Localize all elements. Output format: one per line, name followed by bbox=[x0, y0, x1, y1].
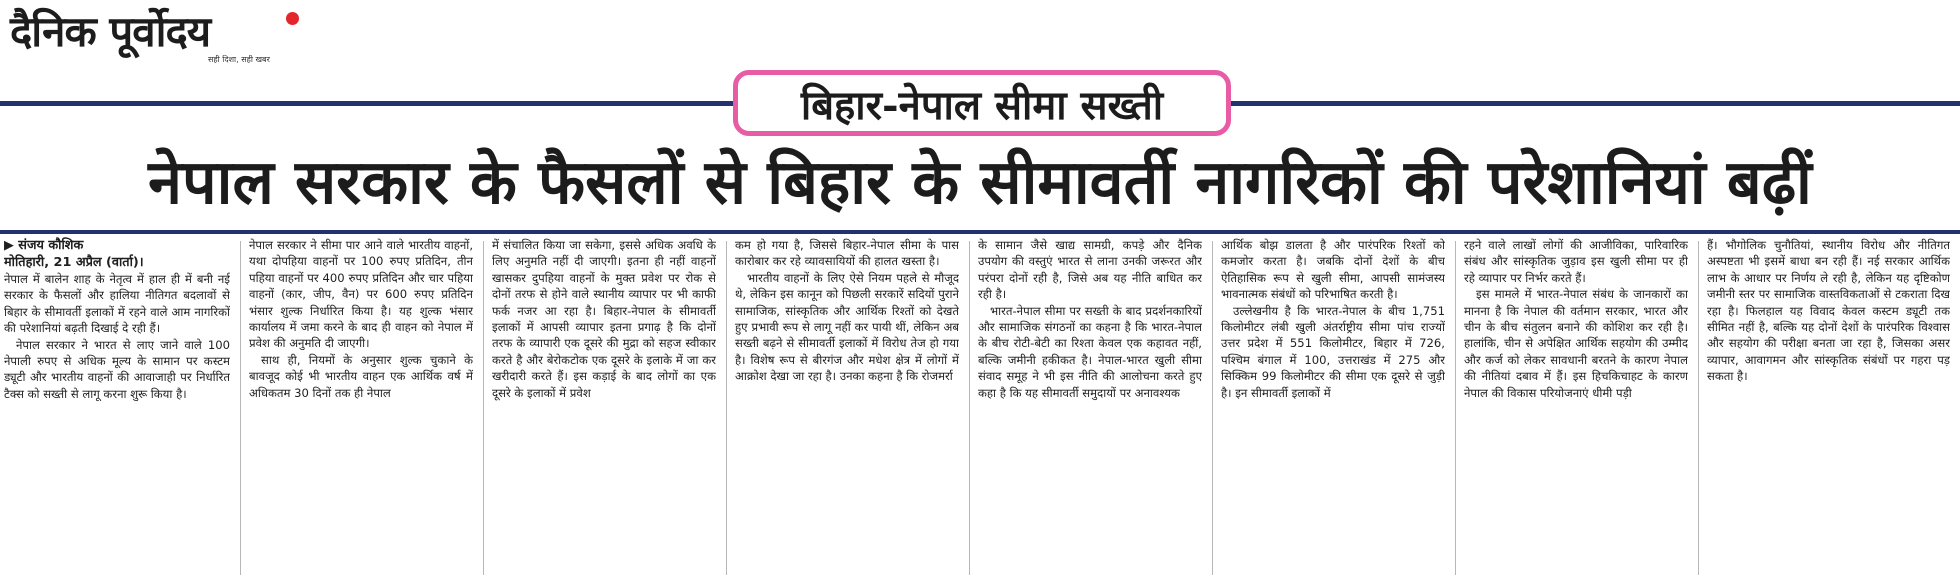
paragraph: के सामान जैसे खाद्य सामग्री, कपड़े और दैनिक उपयोग की वस्तुएं भारत से लाना उनकी जरूरत और परंपरा दोनों रही है, जिसे अब यह नीति बाधित कर रही है। bbox=[978, 238, 1202, 302]
column-divider bbox=[483, 241, 484, 575]
masthead bbox=[10, 2, 310, 72]
newspaper-tagline: सही दिशा, सही खबर bbox=[208, 55, 270, 64]
paragraph: नेपाल सरकार ने सीमा पार आने वाले भारतीय वाहनों, यथा दोपहिया वाहनों पर 100 रुपए प्रतिदिन, तीन पहिया वाहनों पर 400 रुपए प्रतिदिन और चार पहिया वाहनों (कार, जीप, वैन) पर 600 रुपए प्रतिदिन भंसार शुल्क निर्धारित किया है। यह शुल्क भंसार कार्यालय में जमा करने के बाद ही वाहन को नेपाल में प्रवेश की अनुमति दी जाएगी। bbox=[249, 238, 473, 351]
article-column-3 bbox=[492, 237, 716, 581]
article-column-5 bbox=[978, 237, 1202, 581]
paragraph: में संचालित किया जा सकेगा, इससे अधिक अवधि के लिए अनुमति नहीं दी जाएगी। इतना ही नहीं वाहनों खासकर दुपहिया वाहनों के मुक्त प्रवेश पर रोक से दोनों तरफ से होने वाले स्थानीय व्यापार पर भी काफी फर्क नजर आ रहा है। बिहार-नेपाल के सीमावर्ती इलाकों में आपसी व्यापार इतना प्रगाढ़ है कि दोनों तरफ के व्यापारी एक दूसरे की मुद्रा को सहज स्वीकार करते है और बेरोकटोक एक दूसरे के इलाके में जा कर खरीदारी करते हैं। इस कड़ाई के बाद लोगों का एक दूसरे के इलाकों में प्रवेश bbox=[492, 238, 716, 400]
column-divider bbox=[1455, 241, 1456, 575]
dateline: मोतिहारी, 21 अप्रैल (वार्ता)। bbox=[4, 255, 144, 270]
article-column-6 bbox=[1221, 237, 1445, 581]
paragraph: नेपाल सरकार ने भारत से लाए जाने वाले 100 नेपाली रुपए से अधिक मूल्य के सामान पर कस्टम ड्यूटी और भारतीय वाहनों की आवाजाही पर निर्धारित टैक्स को सख्ती से लागू करना शुरू किया है। bbox=[4, 337, 230, 401]
paragraph: आर्थिक बोझ डालता है और पारंपरिक रिश्तों को कमजोर करता है। जबकि दोनों देशों के बीच ऐतिहासिक रूप से खुली सीमा, आपसी सामंजस्य भावनात्मक संबंधों को परिभाषित करती है। bbox=[1221, 238, 1445, 302]
article-column-8 bbox=[1707, 237, 1950, 581]
logo-dot-icon bbox=[286, 12, 299, 25]
column-divider bbox=[240, 241, 241, 575]
headline: नेपाल सरकार के फैसलों से बिहार के सीमावर्ती नागरिकों की परेशानियां बढ़ीं bbox=[148, 147, 1812, 218]
kicker-title: बिहार-नेपाल सीमा सख्ती bbox=[800, 81, 1164, 129]
paragraph: रहने वाले लाखों लोगों की आजीविका, पारिवारिक संबंध और सांस्कृतिक जुड़ाव इस खुली सीमा पर ही रहे व्यापार पर निर्भर करते हैं। bbox=[1464, 238, 1688, 285]
byline: ▶ संजय कौशिक bbox=[4, 238, 84, 253]
byline-name: संजय कौशिक bbox=[18, 238, 84, 253]
article-column-4 bbox=[735, 237, 959, 581]
paragraph: इस मामले में भारत-नेपाल संबंध के जानकारों का मानना है कि नेपाल की वर्तमान सरकार, भारत और चीन के बीच संतुलन बनाने की कोशिश कर रही है। हालांकि, चीन से अपेक्षित आर्थिक सहयोग की उम्मीद और कर्ज को लेकर सावधानी बरतने के कारण नेपाल की नीतियां दबाव में हैं। इस हिचकिचाहट के कारण नेपाल की विकास परियोजनाएं धीमी पड़ी bbox=[1464, 287, 1688, 400]
column-divider bbox=[969, 241, 970, 575]
paragraph: हैं। भौगोलिक चुनौतियां, स्थानीय विरोध और नीतिगत अस्पष्टता भी इसमें बाधा बन रही हैं। नई सरकार आर्थिक लाभ के आधार पर निर्णय ले रही है, लेकिन यह दृष्टिकोण जमीनी स्तर पर सामाजिक वास्तविकताओं से टकराता दिख रहा है। फिलहाल यह विवाद केवल कस्टम ड्यूटी तक सीमित नहीं है, बल्कि यह दोनों देशों के पारंपरिक विश्वास और सहयोग की परीक्षा बनता जा रहा है, जिसका असर व्यापार, आवागमन और सांस्कृतिक संबंधों पर गहरा पड़ सकता है। bbox=[1707, 238, 1950, 384]
article-column-1 bbox=[4, 237, 230, 581]
kicker-box bbox=[733, 70, 1231, 136]
paragraph: कम हो गया है, जिससे बिहार-नेपाल सीमा के पास कारोबार कर रहे व्यावसायियों की हालत खस्ता है। bbox=[735, 238, 959, 269]
paragraph: भारत-नेपाल सीमा पर सख्ती के बाद प्रदर्शनकारियों और सामाजिक संगठनों का कहना है कि भारत-नेपाल के बीच रोटी-बेटी का रिश्ता केवल एक कहावत नहीं, बल्कि जमीनी हकीकत है। नेपाल-भारत खुली सीमा संवाद समूह ने भी इस नीति की आलोचना करते हुए कहा है कि यह सीमावर्ती समुदायों पर अनावश्यक bbox=[978, 303, 1202, 400]
paragraph: उल्लेखनीय है कि भारत-नेपाल के बीच 1,751 किलोमीटर लंबी खुली अंतर्राष्ट्रीय सीमा पांच राज्यों उत्तर प्रदेश में 551 किलोमीटर, बिहार में 726, पश्चिम बंगाल में 100, उत्तराखंड में 275 और सिक्किम 99 किलोमीटर की सीमा एक दूसरे से जुड़ी है। इन सीमावर्ती इलाकों में bbox=[1221, 303, 1445, 400]
article-column-2 bbox=[249, 237, 473, 581]
paragraph: नेपाल में बालेन शाह के नेतृत्व में हाल ही में बनी नई सरकार के फैसलों और हालिया नीतिगत बदलावों से बिहार के सीमावर्ती इलाकों में रहने वाले आम नागरिकों की परेशानियां बढ़ती दिखाई दे रही हैं। bbox=[4, 272, 230, 336]
paragraph: भारतीय वाहनों के लिए ऐसे नियम पहले से मौजूद थे, लेकिन इस कानून को पिछली सरकारें सदियों पुराने सामाजिक, सांस्कृतिक और आर्थिक रिश्तों को देखते हुए प्रभावी रूप से लागू नहीं कर पायी थीं, लेकिन अब सख्ती बढ़ने से सीमावर्ती इलाकों में विरोध तेज हो गया है। विशेष रूप से बीरगंज और मधेश क्षेत्र में लोगों में आक्रोश देखा जा रहा है। उनका कहना है कि रोजमर्रा bbox=[735, 270, 959, 384]
article-column-7 bbox=[1464, 237, 1688, 581]
headline-rule bbox=[0, 230, 1960, 234]
column-divider bbox=[1212, 241, 1213, 575]
column-divider bbox=[1698, 241, 1699, 575]
newspaper-name: दैनिक पूर्वोदय bbox=[10, 7, 211, 56]
column-divider bbox=[726, 241, 727, 575]
paragraph: साथ ही, नियमों के अनुसार शुल्क चुकाने के बावजूद कोई भी भारतीय वाहन एक आर्थिक वर्ष में अधिकतम 30 दिनों तक ही नेपाल bbox=[249, 352, 473, 400]
article-body bbox=[0, 237, 1960, 581]
